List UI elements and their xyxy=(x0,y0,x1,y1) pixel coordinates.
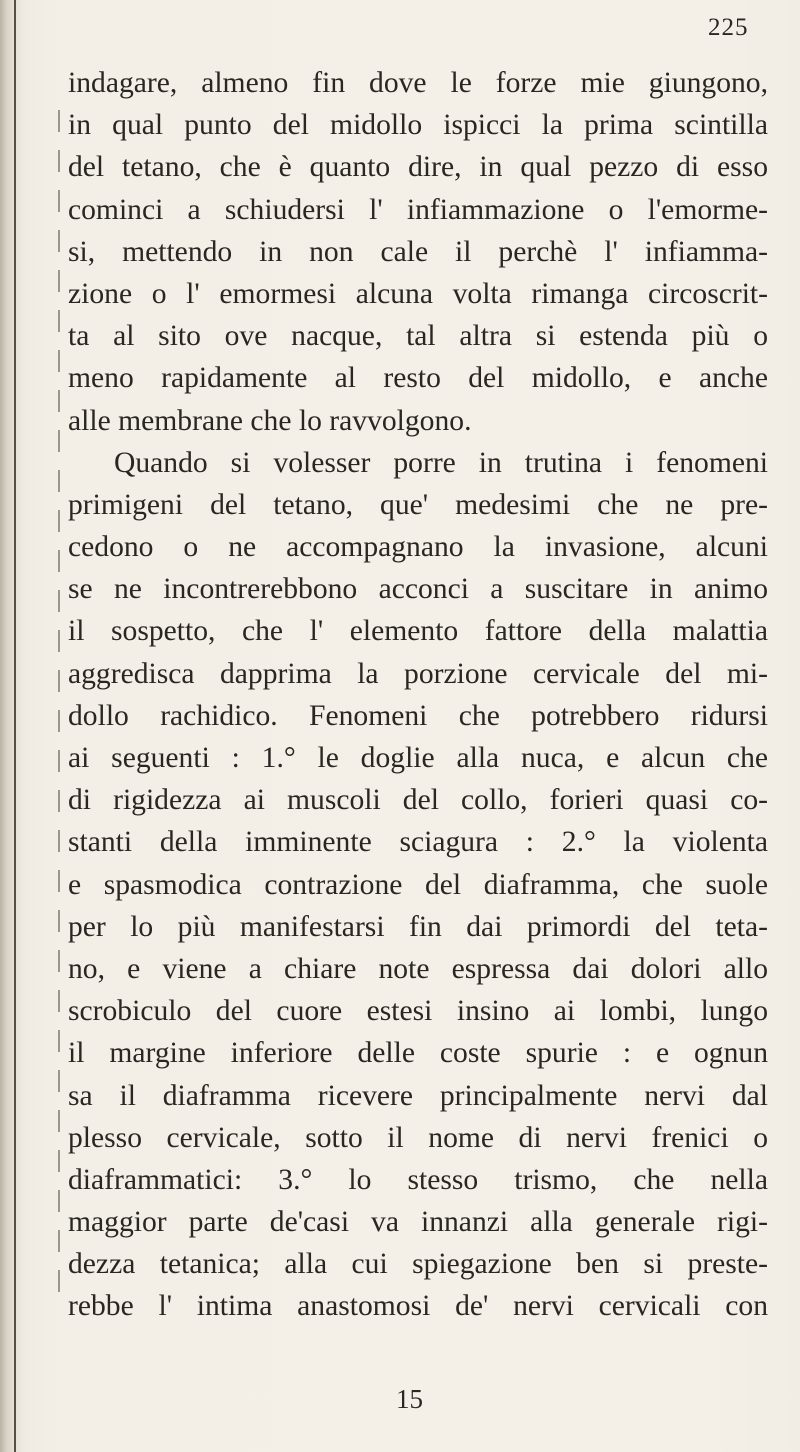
text-line: scrobiculo del cuore estesi insino ai lombi, lungo xyxy=(68,995,768,1028)
text-line: indagare, almeno fin dove le forze mie giungono, xyxy=(68,67,768,99)
text-line: ta al sito ove nacque, tal altra si estenda più o xyxy=(68,320,768,353)
text-line: primigeni del tetano, que' medesimi che ne pre- xyxy=(68,488,768,521)
text-line: dezza tetanica; alla cui spiegazione ben si preste- xyxy=(68,1248,768,1281)
text-line: di rigidezza ai muscoli del collo, forieri quasi co- xyxy=(68,784,768,817)
text-line: e spasmodica contrazione del diaframma, che suole xyxy=(68,868,768,901)
body-text xyxy=(68,62,768,1328)
text-line: plesso cervicale, sotto il nome di nervi frenici o xyxy=(68,1121,768,1154)
text-line: si, mettendo in non cale il perchè l' infiamma- xyxy=(68,235,768,268)
bleed-through-margin xyxy=(58,110,60,1300)
text-line: per lo più manifestarsi fin dai primordi del teta- xyxy=(68,910,768,943)
text-line: zione o l' emormesi alcuna volta rimanga circoscrit- xyxy=(68,277,768,310)
text-line: rebbe l' intima anastomosi de' nervi cervicali con xyxy=(68,1290,768,1323)
text-line: meno rapidamente al resto del midollo, e anche xyxy=(68,362,768,395)
text-line: il sospetto, che l' elemento fattore della malattia xyxy=(68,615,768,648)
text-line: cominci a schiudersi l' infiammazione o l'emorme- xyxy=(68,193,768,226)
text-line: sa il diaframma ricevere principalmente nervi dal xyxy=(68,1079,768,1112)
signature-mark: 15 xyxy=(396,1384,423,1414)
text-line: alle membrane che lo ravvolgono. xyxy=(68,404,472,437)
text-line: maggior parte de'casi va innanzi alla generale rigi- xyxy=(68,1206,768,1239)
text-line: no, e viene a chiare note espressa dai dolori allo xyxy=(68,952,768,985)
text-line: dollo rachidico. Fenomeni che potrebbero ridursi xyxy=(68,699,768,732)
text-line: stanti della imminente sciagura : 2.° la violenta xyxy=(68,826,768,859)
text-line: cedono o ne accompagnano la invasione, alcuni xyxy=(68,531,768,564)
page-gutter-shadow xyxy=(0,0,24,1452)
text-line: il margine inferiore delle coste spurie : e ognun xyxy=(68,1037,768,1070)
text-line: Quando si volesser porre in trutina i fenomeni xyxy=(114,446,768,479)
text-line: in qual punto del midollo ispicci la prima scintilla xyxy=(68,109,768,142)
page-number: 225 xyxy=(708,14,749,41)
text-line: se ne incontrerebbono acconci a suscitare in animo xyxy=(68,573,768,606)
text-line: diaframmatici: 3.° lo stesso trismo, che nella xyxy=(68,1163,768,1196)
text-line: ai seguenti : 1.° le doglie alla nuca, e alcun che xyxy=(68,742,768,774)
binding-edge xyxy=(14,0,16,1452)
text-line: aggredisca dapprima la porzione cervicale del mi- xyxy=(68,657,768,690)
text-line: del tetano, che è quanto dire, in qual pezzo di esso xyxy=(68,151,768,184)
